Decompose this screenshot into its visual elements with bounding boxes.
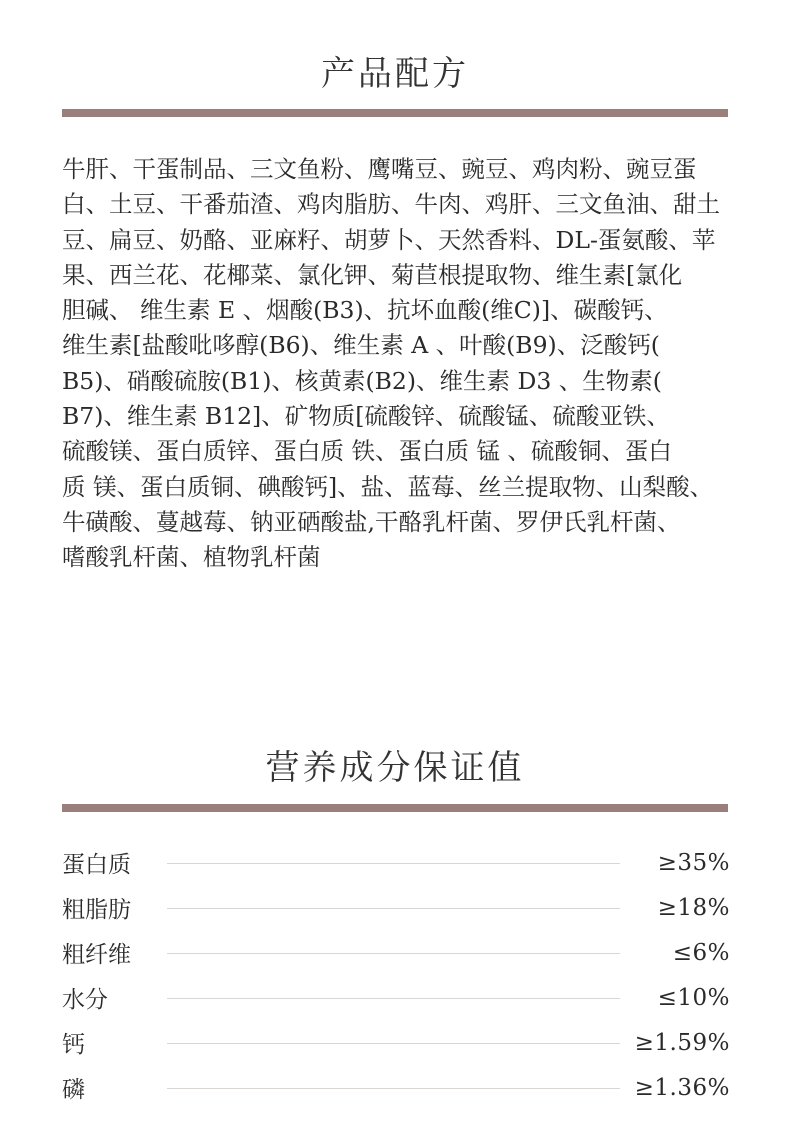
leader-line — [167, 908, 620, 909]
nutrition-row — [62, 1065, 730, 1110]
nutrition-row — [62, 840, 730, 885]
leader-line — [167, 863, 620, 864]
ingredient-line: 质 镁、蛋白质铜、碘酸钙]、盐、蓝莓、丝兰提取物、山梨酸、 — [62, 472, 714, 501]
formula-divider — [62, 109, 728, 117]
nutrient-name: 粗脂肪 — [62, 897, 131, 923]
ingredient-line: 嗜酸乳杆菌、植物乳杆菌 — [62, 543, 321, 572]
nutrient-name: 磷 — [62, 1077, 85, 1103]
nutrient-value: ≤6% — [672, 939, 730, 966]
nutrient-value: ≤10% — [657, 984, 730, 1011]
nutrition-divider — [62, 804, 728, 812]
nutrient-value: ≥1.36% — [634, 1074, 730, 1101]
nutrient-value: ≥18% — [657, 894, 730, 921]
leader-line — [167, 953, 620, 954]
nutrient-name: 蛋白质 — [62, 852, 131, 878]
nutrient-name: 水分 — [62, 987, 108, 1013]
ingredient-line: B7)、维生素 B12]、矿物质[硫酸锌、硫酸锰、硫酸亚铁、 — [62, 402, 670, 431]
formula-title: 产品配方 — [321, 54, 469, 94]
nutrition-row — [62, 1020, 730, 1065]
ingredient-line: 牛肝、干蛋制品、三文鱼粉、鹰嘴豆、豌豆、鸡肉粉、豌豆蛋 — [62, 155, 697, 183]
ingredient-line: B5)、硝酸硫胺(B1)、核黄素(B2)、维生素 D3 、生物素( — [62, 366, 662, 395]
nutrition-row — [62, 930, 730, 975]
nutrient-value: ≥35% — [657, 849, 730, 876]
ingredient-line: 硫酸镁、蛋白质锌、蛋白质 铁、蛋白质 锰 、硫酸铜、蛋白 — [62, 437, 672, 466]
ingredient-line: 果、西兰花、花椰菜、氯化钾、菊苣根提取物、维生素[氯化 — [62, 260, 683, 289]
nutrition-title: 营养成分保证值 — [265, 748, 525, 788]
ingredient-line: 豆、扁豆、奶酪、亚麻籽、胡萝卜、天然香料、DL-蛋氨酸、苹 — [62, 225, 716, 254]
nutrient-name: 钙 — [62, 1032, 85, 1058]
ingredient-line: 牛磺酸、蔓越莓、钠亚硒酸盐,干酪乳杆菌、罗伊氏乳杆菌、 — [62, 507, 681, 536]
leader-line — [167, 1088, 620, 1089]
nutrient-value: ≥1.59% — [634, 1029, 730, 1056]
nutrient-name: 粗纤维 — [62, 942, 131, 968]
nutrition-row — [62, 975, 730, 1020]
leader-line — [167, 998, 620, 999]
ingredient-line: 维生素[盐酸吡哆醇(B6)、维生素 A 、叶酸(B9)、泛酸钙( — [62, 331, 660, 360]
ingredient-list — [62, 152, 730, 576]
ingredient-line: 白、土豆、干番茄渣、鸡肉脂肪、牛肉、鸡肝、三文鱼油、甜土 — [62, 190, 720, 219]
ingredient-line: 胆碱、 维生素 E 、烟酸(B3)、抗坏血酸(维C)]、碳酸钙、 — [62, 296, 668, 325]
nutrition-row — [62, 885, 730, 930]
leader-line — [167, 1043, 620, 1044]
nutrition-table — [62, 840, 730, 1110]
